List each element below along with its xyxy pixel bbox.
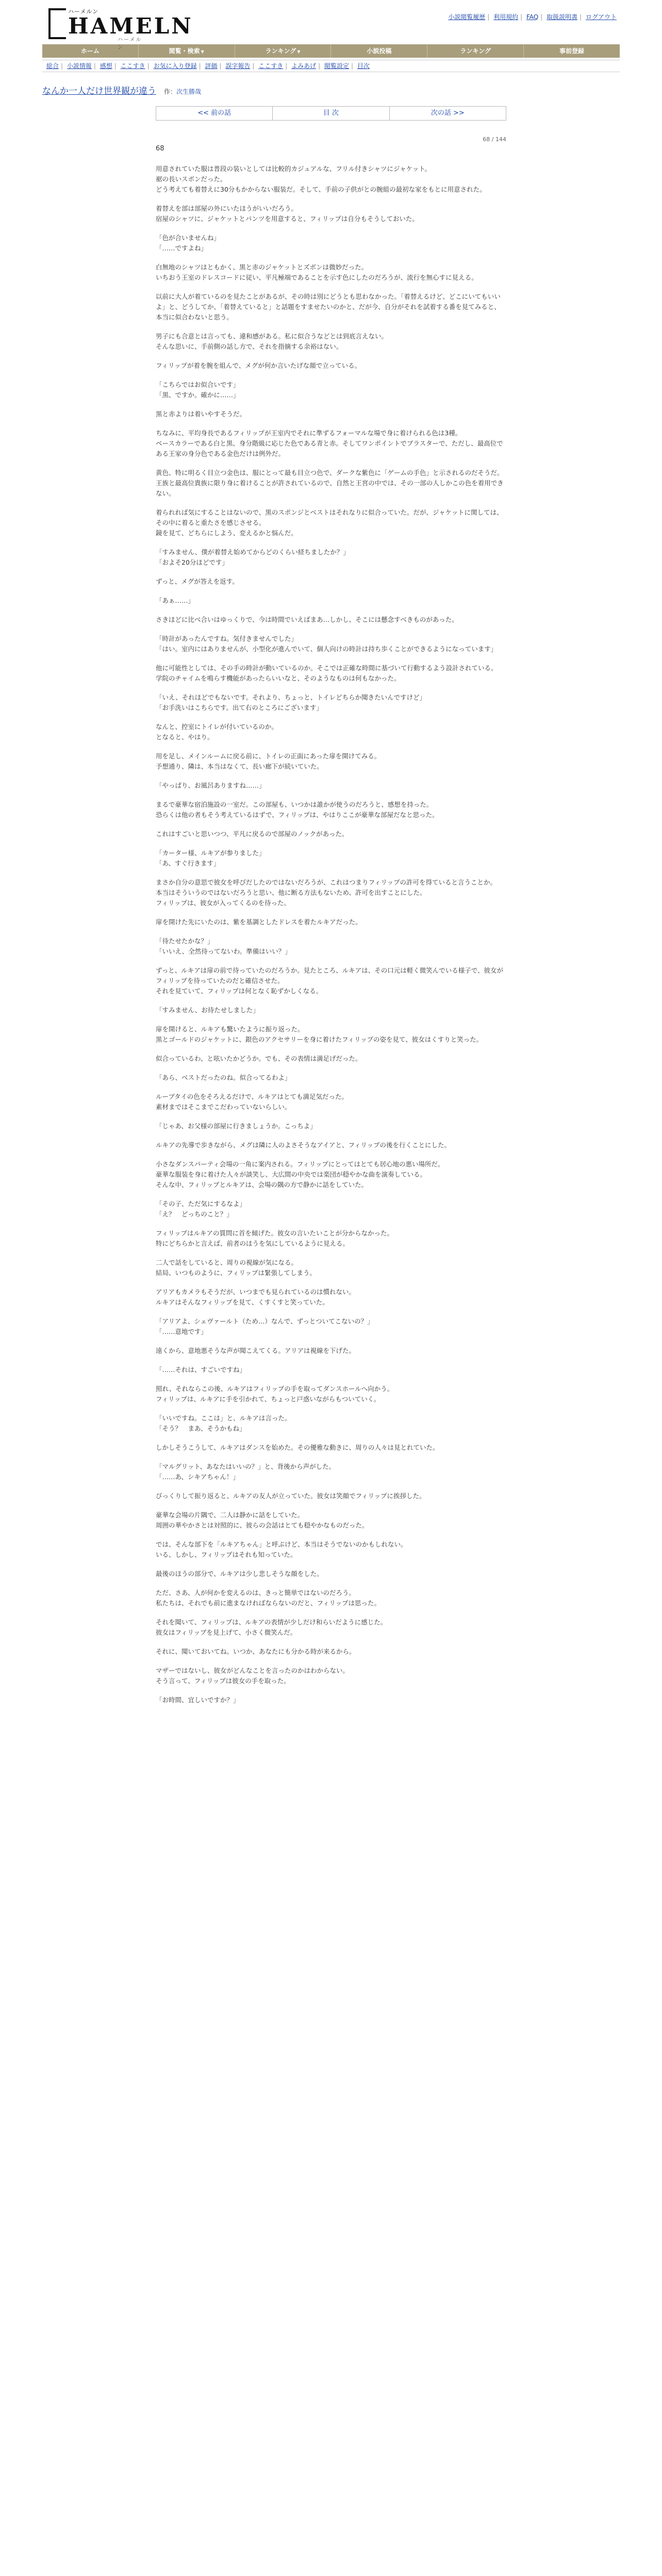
subnav-item[interactable]: ここすき xyxy=(258,62,284,70)
story-paragraph: 豪華な会場の片隅で、二人は静かに話をしていた。 周囲の華やかさとは対照的に、彼らの会話はとても穏やかなものだった。 xyxy=(156,1511,369,1529)
story-paragraph: では、そんな部下を「ルキアちゃん」と呼ぶけど、本当はそうでないのかもしれない。 いる、しかし、フィリップはそれも知っていた。 xyxy=(156,1540,407,1558)
story-paragraph: 小さなダンスパーティ会場の一角に案内される。フィリップにとってはとても居心地の悪い場所だ。 豪華な服装を身に着けた人々が談笑し、大広間の中央では楽団が穏やかな曲を演奏している。 そんな中、フィリップとルキアは、会場の隅の方で静かに話をしていた。 xyxy=(156,1160,444,1189)
story-paragraph: さきほどに比べ合いはゆっくりで、今は時間でいえばまあ…しかし、そこには懸念すべきものがあった。 xyxy=(156,616,458,623)
site-logo[interactable] xyxy=(44,2,193,50)
paragraph-list xyxy=(156,164,506,1705)
story-paragraph: アリアもカメラもそうだが、いつまでも見られているのは慣れない。 ルキアはそんなフィリップを見て、くすくすと笑っていた。 xyxy=(156,1288,356,1306)
story-paragraph: 「色が合いませんね」 「……ですよね」 xyxy=(156,234,221,252)
story-paragraph: それを聞いて、フィリップは、ルキアの表情が少しだけ和らいだように感じた。 彼女はフィリップを見上げて、小さく微笑んだ。 xyxy=(156,1618,387,1636)
subnav-item[interactable]: 閲覧設定 xyxy=(324,62,350,70)
subnav-item[interactable]: 評価 xyxy=(205,62,218,70)
story-paragraph: 「マルグリット、あなたはいいの？」と、背後から声がした。 「……あ、シキアちゃん！」 xyxy=(156,1463,336,1481)
logo-mark-icon xyxy=(48,8,66,39)
chapter-number: 68 xyxy=(156,145,164,152)
story-paragraph: 扉を開けた先にいたのは、紫を基調としたドレスを着たルキアだった。 xyxy=(156,918,362,926)
story-paragraph: マザーではないし、彼女がどんなことを言ったのかはわからない。 そう言って、フィリップは彼女の手を取った。 xyxy=(156,1667,350,1685)
subnav-item[interactable]: 総合 xyxy=(46,62,59,70)
nav-item-mypage[interactable]: ランキング ▼ xyxy=(235,44,332,58)
story-paragraph: 「あら、ベストだったのね。似合ってるわよ」 xyxy=(156,1074,291,1081)
top-link-history[interactable]: 小説閲覧履歴 xyxy=(448,13,486,21)
story-paragraph: 「やっぱり、お風呂ありますね……」 xyxy=(156,782,266,789)
top-link-logout[interactable]: ログアウト xyxy=(585,13,617,21)
story-paragraph: 「カーター様、ルキアが参りました」 「あ、すぐ行きます」 xyxy=(156,849,266,867)
story-paragraph: 「すみません、僕が着替え始めてからどのくらい経ちましたか？」 「およそ20分ほどです」 xyxy=(156,548,350,566)
story-paragraph: 「じゃあ、お父様の部屋に行きましょうか。こっちよ」 xyxy=(156,1122,317,1130)
story-paragraph: ずっと、メグが答えを返す。 xyxy=(156,578,239,585)
story-paragraph: ただ、さあ、人が何かを変えるのは、きっと簡単ではないのだろう。 私たちは、それでも前に進まなければならないのだと、フィリップは思った。 xyxy=(156,1589,381,1607)
story-paragraph: 白無地のシャツはともかく、黒と赤のジャケットとズボンは微妙だった。 いちおう王室のドレスコードに従い、平凡極端であることを示す色にしたのだろうが、流行を無心すに見える。 xyxy=(156,263,478,281)
subnav-item[interactable]: 誤字報告 xyxy=(225,62,251,70)
story-paragraph: なんと、控室にトイレが付いているのか。 となると、やはり。 xyxy=(156,723,278,741)
prev-episode-link[interactable]: << 前の話 xyxy=(156,107,273,120)
main-nav xyxy=(42,44,620,58)
logo-subtitle: ハーメルン xyxy=(68,8,99,15)
story-paragraph: 「時計があったんですね。気付きませんでした」 「はい。室内にはありませんが、小型化が進んでいて、個人向けの時計は持ち歩くことができるようになっています」 xyxy=(156,635,498,653)
story-paragraph: これはすごいと思いつつ、平凡に戻るので部屋のノックがあった。 xyxy=(156,830,349,838)
logo-text: HAMELN xyxy=(68,13,193,39)
story-paragraph: 「その子、ただ気にするなよ」 「え？ どっちのこと？」 xyxy=(156,1200,246,1218)
story-paragraph: 最後のほうの部分で、ルキアは少し悲しそうな顔をした。 xyxy=(156,1570,323,1578)
story-paragraph: 着替えを部は部屋の外にいたほうがいいだろう。 宿屋のシャツに、ジャケットとパンツを用意すると、フィリップは自分もそうしておいた。 xyxy=(156,205,419,223)
nav-item-search[interactable]: 閲覧・検索 ▼ xyxy=(139,44,235,58)
novel-author: 作：次生勝哉 xyxy=(164,88,202,95)
story-paragraph: ずっと、ルキアは扉の前で待っていたのだろうか。見たところ、ルキアは、その口元は軽く微笑んでいる様子で、彼女がフィリップを待っていたのだと確信させた。 それを見ていて、フィリップは何となく恥ずかしくなる。 xyxy=(156,967,504,995)
story-paragraph: それに、聞いておいてね。いつか、あなたにも分かる時が来るから。 xyxy=(156,1648,356,1655)
site-header xyxy=(42,0,620,50)
novel-body xyxy=(156,136,506,1705)
story-paragraph: 黒と赤よりは着いやすそうだ。 xyxy=(156,410,246,418)
story-paragraph: 「いえ、それほどでもないです。それより、ちょっと、トイレどちらか聞きたいんですけど」 「お手洗いはこちらです。出て右のところにございます」 xyxy=(156,693,426,711)
nav-item-home[interactable]: ホーム xyxy=(42,44,139,58)
story-paragraph: フィリップはルキアの質問に首を傾げた。彼女の言いたいことが分からなかった。 特にどちらかと言えば、前者のほうを気にしているように見える。 xyxy=(156,1229,394,1247)
top-link-manual[interactable]: 取扱説明書 xyxy=(547,13,578,21)
story-paragraph: 「待たせたかな？」 「いいえ、全然待ってないわ。準備はいい？」 xyxy=(156,937,291,955)
story-paragraph: 照れ、それならこの後、ルキアはフィリップの手を取ってダンスホールへ向かう。 フィリップは、ルキアに手を引かれて、ちょっと戸惑いながらもついていく。 xyxy=(156,1385,394,1403)
top-links: 小説閲覧履歴 | 利用規約 | FAQ | 取扱説明書 | ログアウト xyxy=(448,13,617,21)
story-paragraph: 「お時間、宜しいですか？」 xyxy=(156,1696,240,1704)
story-paragraph: 着られれば気にすることはないので、黒のスポンジとベストはそれなりに似合っていた。だが、ジャケットに関しては、その中に着ると重たさを感じさせる。 鏡を見て、どちらにしよう、変えるかと悩んだ。 xyxy=(156,509,503,537)
story-paragraph: まさか自分の意思で彼女を呼びだしたのではないだろうが、これはつまりフィリップの許可を得ていると言うことか。 本当はそういうのではないだろうと思い、他に断る方法もないため、許可を出すことにした。 フィリップは、彼女が入ってくるのを待った。 xyxy=(156,878,497,907)
chevron-down-icon: ▼ xyxy=(297,49,301,54)
story-paragraph: 遠くから、意地悪そうな声が聞こえてくる。アリアは視線を下げた。 xyxy=(156,1347,356,1354)
subnav-item[interactable]: 感想 xyxy=(100,62,112,70)
story-paragraph: 扉を開けると、ルキアも驚いたように振り返った。 黒とゴールドのジャケットに、銀色のアクセサリーを身に着けたフィリップの姿を見て、彼女はくすりと笑った。 xyxy=(156,1025,483,1043)
story-paragraph: 用意されていた服は普段の装いとしては比較的カジュアルな、フリル付きシャツにジャケット。 裾の長いスボンだった。 どう考えても着替えに30分もかからない服装だ。そして、手前の子供がとの腕組の最初な家をもとに用意された。 xyxy=(156,165,486,193)
story-paragraph: ルキアの先導で歩きながら、メグは隣に人のよさそうなアイアと、フィリップの後を行くことにした。 xyxy=(156,1141,451,1149)
story-paragraph: 「いいですね。ここは」と、ルキアは言った。 「そう？ まあ、そうかもね」 xyxy=(156,1414,291,1432)
story-paragraph: 二人で話をしていると、周りの視線が気になる。 結局、いつものように、フィリップは緊張してしまう。 xyxy=(156,1259,317,1277)
toc-link[interactable]: 目 次 xyxy=(273,107,389,120)
novel-subnav: 総合 | 小説情報 | 感想 | ここすき | お気に入り登録 | 評価 | 誤字報告 | ここすき | よみあげ | 閲覧設定 | 目次 xyxy=(42,60,620,72)
page-counter: 68 / 144 xyxy=(483,136,506,143)
top-link-terms[interactable]: 利用規約 xyxy=(493,13,519,21)
story-paragraph: ちなみに、平均身長であるフィリップが王室内でそれに準ずるフォーマルな場で身に着けられる色は3種。 ベースカラーである白と黒、身分階級に応じた色である青と赤。そしてワンポイントでブラスターで、ただし、最高位である王家の身分色である金色だけは例外だ。 xyxy=(156,429,503,457)
story-paragraph: フィリップが着を腕を組んで、メグが何か言いたげな顔で立っている。 xyxy=(156,362,361,369)
story-paragraph: しかしそうこうして、ルキアはダンスを始めた。その優雅な動きに、周りの人々は見とれていた。 xyxy=(156,1444,439,1451)
nav-item-preregister[interactable]: 事前登録 xyxy=(559,47,585,55)
story-paragraph: 似合っているわ、と呟いたかどうか。でも、その表情は満足げだった。 xyxy=(156,1055,362,1062)
story-nav xyxy=(156,106,506,121)
subnav-item[interactable]: よみあげ xyxy=(291,62,317,70)
story-paragraph: 「アリアよ、シェヴァールト（ため…）なんで、ずっとついてこないの？」 「……意地です」 xyxy=(156,1317,374,1335)
subnav-item[interactable]: 小説情報 xyxy=(67,62,92,70)
story-paragraph: 黄色、特に明るく目立つ金色は、服にとって最も目立つ色で、ダークな紫色に「ゲームの手色」と示されるのだそうだ。王族と最高位貴族に限り身に着けることが許されているので、自然と王宮の中では、その一部の人しかこの色を着用できない。 xyxy=(156,469,504,497)
subnav-item[interactable]: お気に入り登録 xyxy=(153,62,197,70)
top-link-faq[interactable]: FAQ xyxy=(526,13,539,21)
story-paragraph: 「……それは、すごいですね」 xyxy=(156,1366,246,1374)
story-paragraph: 「あぁ……」 xyxy=(156,597,194,604)
subnav-item[interactable]: ここすき xyxy=(120,62,145,70)
nav-item-ranking[interactable]: ランキング xyxy=(427,44,524,58)
nav-item-post[interactable]: 小説投稿 xyxy=(331,44,427,58)
story-paragraph: 他に可能性としては、その手の時計が動いているのか。そこでは正確な時間に基づいて行動するよう設計されている。 学院のチャイムを鳴らす機能があったらいいなと、そのようなものは何もなかった。 xyxy=(156,664,498,682)
story-paragraph: 「こちらではお似合いです」 「黒、ですか。確かに……」 xyxy=(156,381,240,399)
logo-ruby: ハーメルン xyxy=(118,37,142,50)
subnav-item[interactable]: 目次 xyxy=(357,62,370,70)
story-paragraph: 男子にも合意とは言っても、違和感がある。私に似合うなどとは到底言えない。 そんな思いに、手前側の話し方で、それを指摘する余裕はない。 xyxy=(156,332,388,350)
story-paragraph: ルーブタイの色をそろえるだけで、ルキアはとても満足気だった。 素材まではそこまでこだわっていないらしい。 xyxy=(156,1093,349,1111)
story-paragraph: 「すみません、お待たせしました」 xyxy=(156,1006,259,1014)
story-paragraph: 用を足し、メインルームに戻る前に、トイレの正面にあった扉を開けてみる。 予想通り、隣は、本当はなくて、長い廊下が続いていた。 xyxy=(156,752,381,770)
next-episode-link[interactable]: 次の話 >> xyxy=(431,109,465,117)
story-paragraph: まるで豪華な宿泊施設の一室だ。この部屋も、いつかは誰かが使うのだろうと、感想を持った。 恐らくは他の者もそう考えているはずで、フィリップは、やはりここが豪華な部屋だなと思った。 xyxy=(156,801,439,819)
author-link[interactable]: 次生勝哉 xyxy=(176,88,202,95)
novel-header xyxy=(42,83,620,96)
novel-title[interactable]: なんか一人だけ世界観が違う xyxy=(42,86,156,96)
story-paragraph: 以前に大人が着ているのを見たことがあるが、その時は別にどうとも思わなかった。「着替えるけど、どこにいてもいいよ」と、どうしてか、「着替えていると」と話題をすませたいのかと、だが今、自分がそれを試着する番を見てみると、本当に似合わないと思う。 xyxy=(156,293,501,321)
story-paragraph: びっくりして振り返ると、ルキアの友人が立っていた。彼女は笑顔でフィリップに挨拶した。 xyxy=(156,1492,426,1500)
chevron-down-icon: ▼ xyxy=(201,49,204,54)
